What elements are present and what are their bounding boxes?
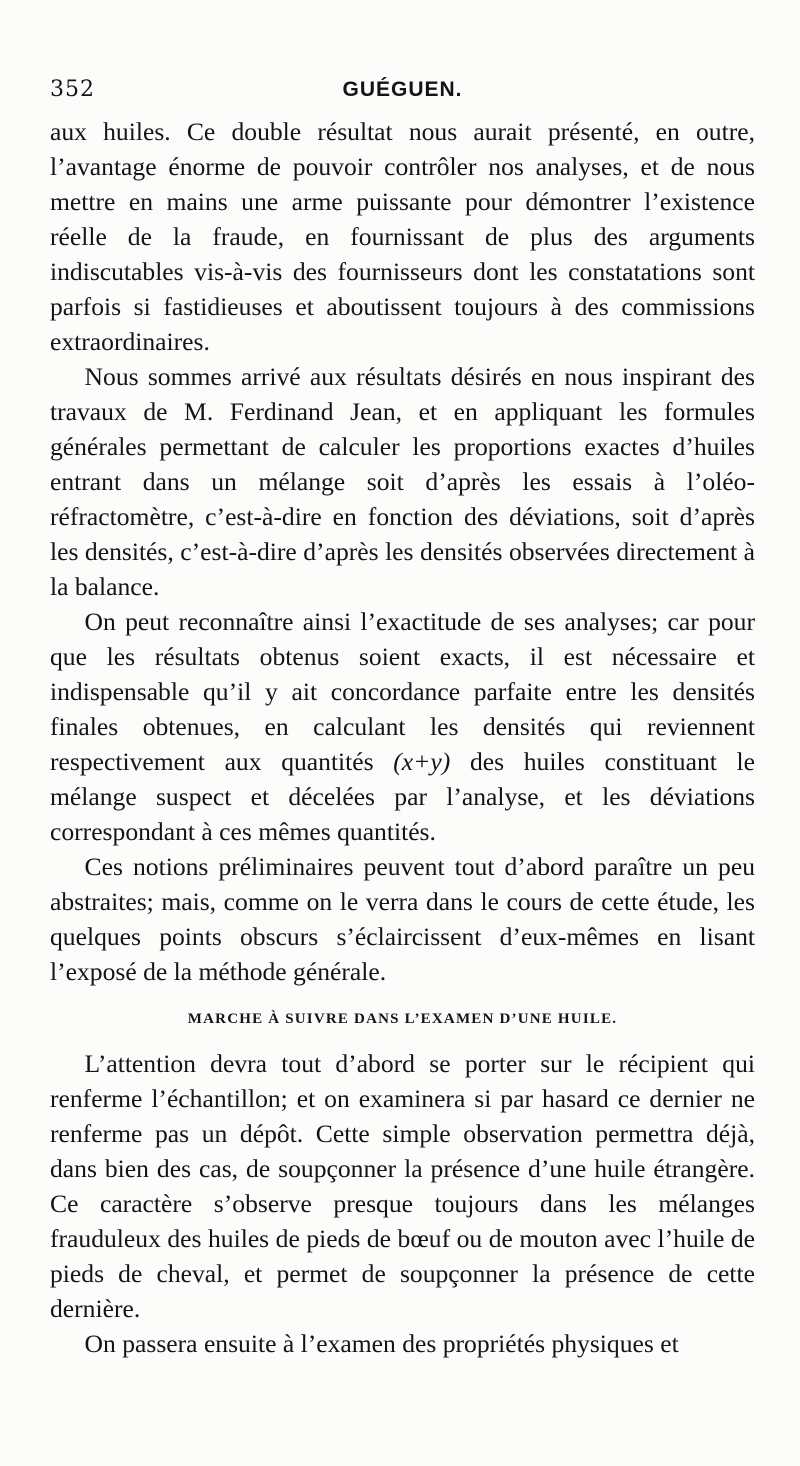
paragraph-3-text-a: On peut reconnaître ainsi l’exactitude de ses analyses; car pour que les résultats obtenus soient exacts, il est nécessaire et indispensable qu’il y ait concordance parfaite entre les densités finales obtenues, en calculant les densités qui reviennent respectivement aux quantités (50, 607, 755, 776)
paragraph-6: On passera ensuite à l’examen des propriétés physiques et (84, 1329, 679, 1358)
running-head-author: GUÉGUEN. (342, 78, 463, 101)
paragraph-3-text-b: des huiles constituant le mélange suspect et décelées par l’analyse, et les déviations correspondant à ces mêmes quantités. (50, 747, 755, 846)
text-block-lower (50, 1046, 755, 1361)
section-heading: MARCHE À SUIVRE DANS L’EXAMEN D’UNE HUILE. (187, 1011, 618, 1027)
running-head (50, 70, 755, 110)
paragraph-3 (50, 604, 755, 849)
paragraph-4: Ces notions préliminaires peuvent tout d’abord paraître un peu abstraites; mais, comme on le verra dans le cours de cette étude, les quelques points obscurs s’éclaircissent d’eux-mêmes en lisant l’exposé de la méthode générale. (50, 852, 755, 986)
paragraph-1: aux huiles. Ce double résultat nous aurait présenté, en outre, l’avantage énorme de pouvoir contrôler nos analyses, et de nous mettre en mains une arme puissante pour démontrer l’existence réelle de la fraude, en fournissant de plus des arguments indiscutables vis-à-vis des fournisseurs dont les constatations sont parfois si fastidieuses et aboutissent toujours à des commissions extraordinaires. (50, 117, 755, 356)
paragraph-2: Nous sommes arrivé aux résultats désirés en nous inspirant des travaux de M. Ferdinand Jean, et en appliquant les formules générales permettant de calculer les proportions exactes d’huiles entrant dans un mélange soit d’après les essais à l’oléo-réfractomètre, c’est-à-dire en fonction des déviations, soit d’après les densités, c’est-à-dire d’après les densités observées directement à la balance. (50, 362, 755, 601)
paragraph-5: L’attention devra tout d’abord se porter sur le récipient qui renferme l’échantillon; et on examinera si par hasard ce dernier ne renferme pas un dépôt. Cette simple observation permettra déjà, dans bien des cas, de soupçonner la présence d’une huile étrangère. Ce caractère s’observe presque toujours dans les mélanges frauduleux des huiles de pieds de bœuf ou de mouton avec l’huile de pieds de cheval, et permet de soupçonner la présence de cette dernière. (50, 1049, 755, 1323)
formula-x-plus-y: (x+y) (393, 747, 451, 776)
text-block-upper (50, 114, 755, 989)
page-number: 352 (50, 77, 95, 102)
